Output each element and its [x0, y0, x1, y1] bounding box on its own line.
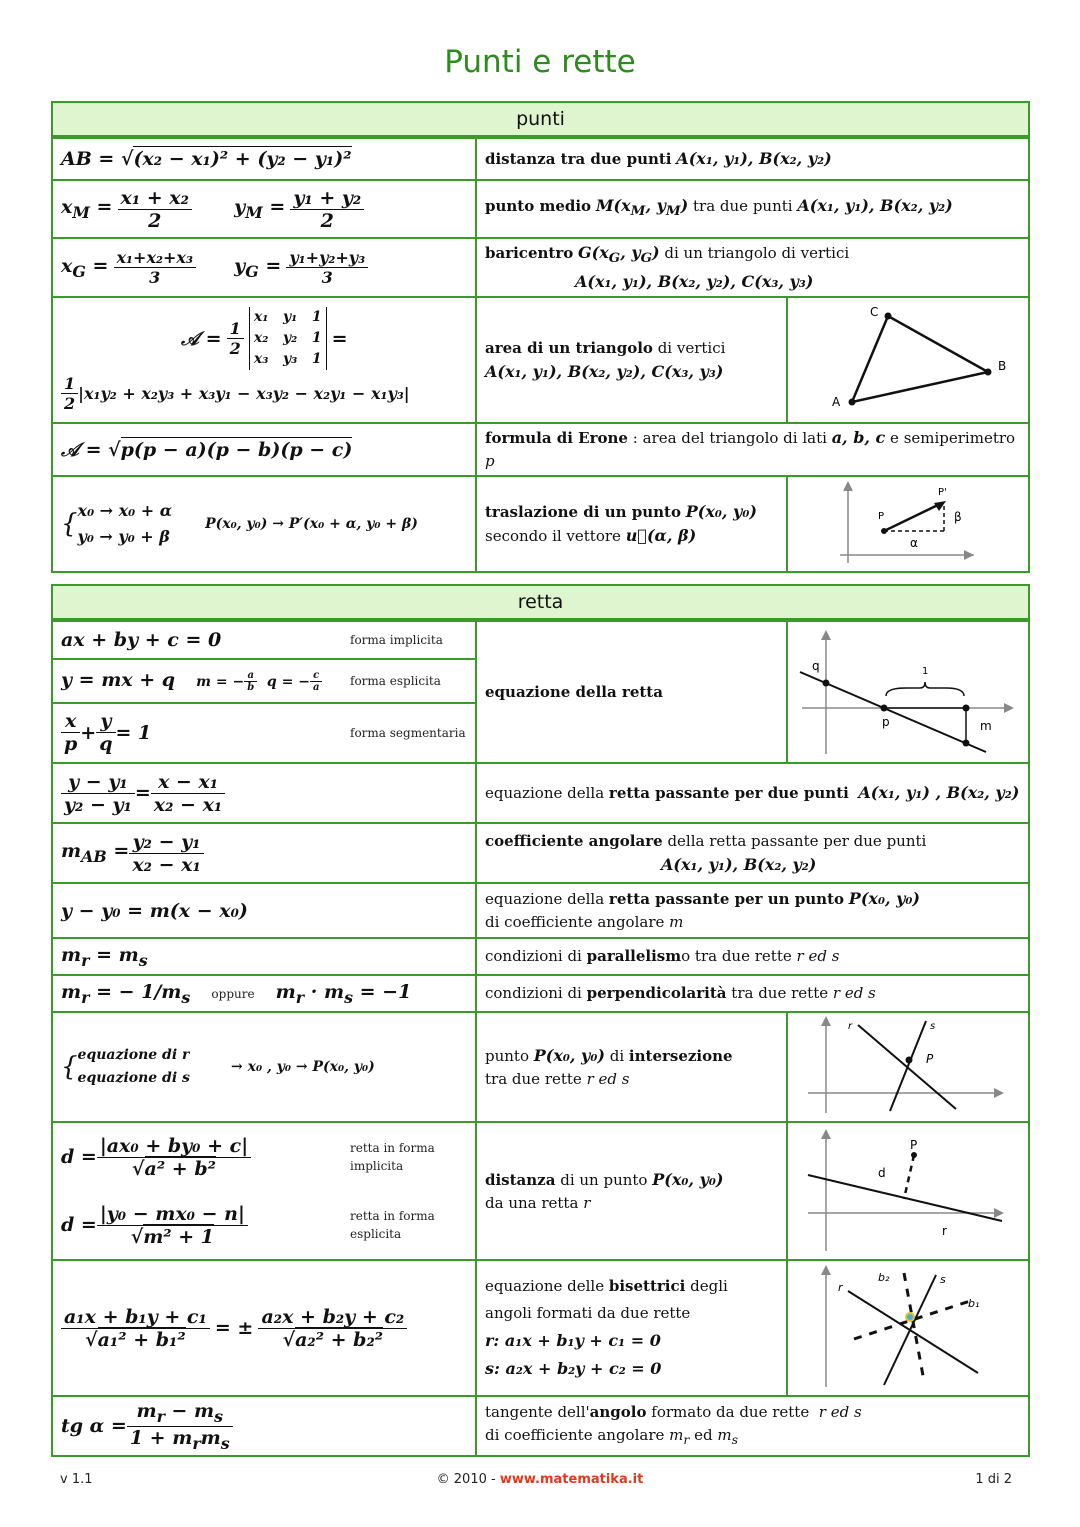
label-q: q: [812, 659, 820, 673]
formula-implicita: ax + by + c = 0: [52, 620, 342, 659]
fig-triangolo: [787, 297, 1029, 423]
desc-fascio: equazione della retta passante per un punto P(x₀, y₀) di coefficiente angolare m: [476, 883, 1029, 938]
desc-punto-medio: punto medio $M(x_M$, $y_M$) tra due punti A(x₁, y₁), B(x₂, y₂): [476, 180, 1029, 238]
desc-parallelismo: condizioni di parallelismo tra due rette r ed s: [476, 938, 1029, 975]
desc-tangente: tangente dell'angolo formato da due rette r ed s di coefficiente angolare $m_r$ ed $m_s$: [476, 1396, 1029, 1456]
desc-bisettrici: equazione delle bisettrici degli angoli formati da due rette r: a₁x + b₁y + c₁ = 0 s: a₂x + b₂y + c₂ = 0: [476, 1260, 787, 1396]
desc-erone: formula di Erone : area del triangolo di lati a, b, c e semiperimetro p: [476, 423, 1029, 476]
desc-distanza-retta: distanza di un punto P(x₀, y₀) da una retta r: [476, 1122, 787, 1260]
formula-baricentro: $x_G$ = $\frac{\text{x₁+x₂+x₃}}{3}$ $y_G$ = $\frac{\text{y₁+y₂+y₃}}{3}$: [52, 238, 476, 297]
punti-header: punti: [52, 102, 1029, 137]
punti-table: [51, 101, 1030, 573]
label-one: 1: [922, 666, 929, 677]
label-c: C: [870, 305, 879, 320]
desc-distanza: distanza tra due punti A(x₁, y₁), B(x₂, y₂): [476, 137, 1029, 180]
formula-esplicita: y = mx + q m = − $\frac{a}{b}$ q = − $\frac{c}{a}$: [52, 659, 342, 703]
fig-distanza: [787, 1122, 1029, 1260]
label-segmentaria: forma segmentaria: [342, 703, 476, 763]
desc-equazione-retta: equazione della retta: [476, 620, 787, 763]
intersection-figure: [788, 1013, 1028, 1117]
label-b1: b₁: [968, 1297, 980, 1310]
footer-credits: [0, 1472, 1080, 1487]
formula-parallelismo: $m_r = m_s$: [52, 938, 476, 975]
label-distanza-esplicita: retta in forma esplicita: [342, 1191, 476, 1260]
label-m: m: [980, 719, 992, 733]
fig-retta: [787, 620, 1029, 763]
line-figure: [788, 622, 1028, 758]
formula-due-punti: $\frac{\text{y − y₁}}{\text{y₂ − y₁}}$ = $\frac{\text{x − x₁}}{\text{x₂ − x₁}}$: [52, 763, 476, 823]
formula-tangente: tg α = $\frac{m_r - m_s}{1 + m_rm_s}$: [52, 1396, 476, 1456]
label-r: r: [848, 1021, 853, 1032]
label-a: A: [832, 395, 841, 410]
desc-coeff-angolare: coefficiente angolare della retta passante per due punti A(x₁, y₁), B(x₂, y₂): [476, 823, 1029, 883]
desc-due-punti: equazione della retta passante per due punti A(x₁, y₁) , B(x₂, y₂): [476, 763, 1029, 823]
formula-erone: 𝒜 = √p(p − a)(p − b)(p − c): [52, 423, 476, 476]
label-implicita: forma implicita: [342, 620, 476, 659]
label-esplicita: forma esplicita: [342, 659, 476, 703]
fig-bisettrici: [787, 1260, 1029, 1396]
page-number: 1 di 2: [975, 1472, 1012, 1487]
page-title: Punti e rette: [444, 44, 636, 80]
formula-segmentaria: $\frac{x}{p}$ + $\frac{y}{q}$ = 1: [52, 703, 342, 763]
fig-intersezione: [787, 1012, 1029, 1122]
desc-intersezione: punto P(x₀, y₀) di intersezione tra due rette r ed s: [476, 1012, 787, 1122]
translation-figure: [788, 477, 1028, 567]
label-alpha: α: [910, 536, 918, 551]
label-d: d: [878, 1166, 886, 1180]
desc-baricentro: baricentro $G(x_G$, $y_G$) di un triangolo di vertici A(x₁, y₁), B(x₂, y₂), C(x₃, y₃): [476, 238, 1029, 297]
label-b: B: [998, 359, 1007, 374]
distance-figure: [788, 1123, 1028, 1255]
label-p: p: [882, 715, 890, 729]
formula-punto-medio: $x_M$ = $\frac{\text{x₁ + x₂}}{2}$ $y_M$ = $\frac{\text{y₁ + y₂}}{2}$: [52, 180, 476, 238]
label-p: P: [926, 1052, 934, 1066]
formula-perpendicolarita: $m_r$ = − $1/m_s$ oppure $m_r \cdot m_s = -1$: [52, 975, 476, 1012]
label-p: P: [878, 511, 885, 523]
triangle-figure: [788, 298, 1028, 418]
label-beta: β: [954, 510, 962, 525]
formula-distanza-esplicita: d = $\frac{\text{|y₀ − mx₀ − n|}}{\text{√m² + 1}}$: [52, 1191, 342, 1260]
formula-traslazione: {x₀ → x₀ + α y₀ → y₀ + β P(x₀, y₀) → P′(x₀ + α, y₀ + β): [52, 476, 476, 572]
formula-intersezione: {equazione di r equazione di s → x₀ , y₀ → P(x₀, y₀): [52, 1012, 476, 1122]
desc-perpendicolarita: condizioni di perpendicolarità tra due rette r ed s: [476, 975, 1029, 1012]
bisector-figure: [788, 1261, 1028, 1391]
website-link[interactable]: www.matematika.it: [499, 1472, 644, 1487]
label-b2: b₂: [878, 1271, 890, 1284]
formula-bisettrici: $\frac{\text{a₁x + b₁y + c₁}}{\text{√a₁² + b₁²}}$ = ± $\frac{\text{a₂x + b₂y + c₂}}{\text{√a₂² + b₂²}}$: [52, 1260, 476, 1396]
copyright: © 2010 -: [436, 1472, 496, 1487]
fig-traslazione: [787, 476, 1029, 572]
formula-coeff-angolare: $m_{AB}$ = $\frac{\text{y₂ − y₁}}{\text{x₂ − x₁}}$: [52, 823, 476, 883]
formula-fascio: y − y₀ = m(x − x₀): [52, 883, 476, 938]
formula-distanza: AB = √(x₂ − x₁)² + (y₂ − y₁)²: [52, 137, 476, 180]
label-p: P: [910, 1138, 918, 1152]
retta-header: retta: [52, 585, 1029, 620]
formula-area-triangolo: 𝒜 = $\frac{1}{2}$ x₁ y₁ 1 x₂ y₂ 1 x₃ y₃ 1 = $\frac{1}{2}$ |x₁y₂ + x₂y₃ + x₃y₁ − x₃y₂ − x₂y₁ − x₁y₃|: [52, 297, 476, 423]
label-s: s: [940, 1273, 946, 1286]
desc-traslazione: traslazione di un punto P(x₀, y₀) secondo il vettore u⃗(α, β): [476, 476, 787, 572]
label-r: r: [942, 1224, 947, 1238]
label-p-prime: P': [938, 487, 947, 499]
label-s: s: [930, 1021, 936, 1032]
desc-area-triangolo: area di un triangolo di vertici A(x₁, y₁), B(x₂, y₂), C(x₃, y₃): [476, 297, 787, 423]
label-r: r: [838, 1281, 843, 1294]
label-distanza-implicita: retta in forma implicita: [342, 1122, 476, 1191]
version-label: v 1.1: [60, 1472, 93, 1487]
formula-distanza-implicita: d = $\frac{\text{|ax₀ + by₀ + c|}}{\text{√a² + b²}}$: [52, 1122, 342, 1191]
retta-table: [51, 584, 1030, 1457]
